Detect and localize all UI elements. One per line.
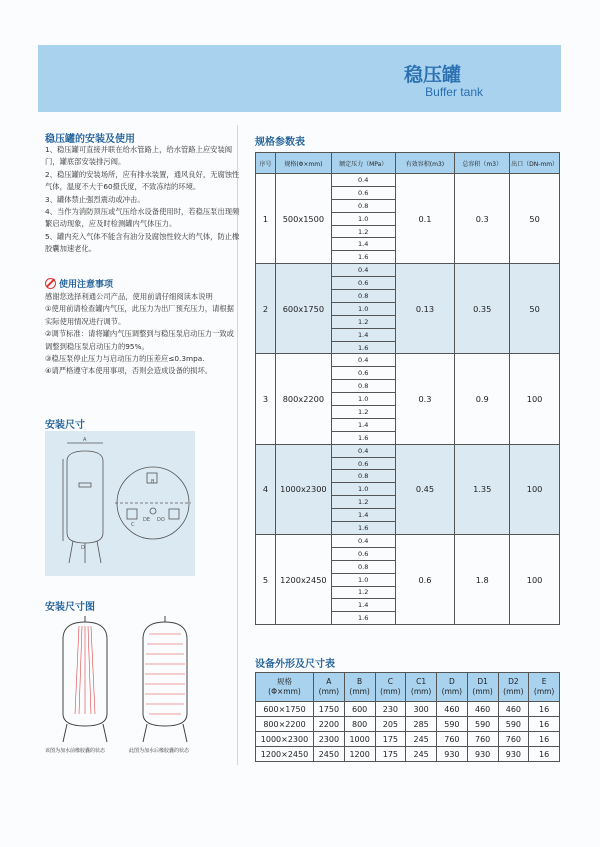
spec-pressure: 0.6 (331, 457, 395, 470)
dims-header-line: B (357, 677, 363, 686)
dims-cell: 175 (375, 747, 406, 762)
install-item: 2、稳压罐的安装场所，应有排水装置，通风良好，无腐蚀性气体，温度不大于60摄氏度，不致冻结的环境。 (45, 169, 240, 192)
spec-size: 1200x2450 (275, 534, 331, 624)
spec-size: 500x1500 (275, 174, 331, 264)
diagram-letter: DE (143, 517, 151, 523)
spec-pressure: 1.2 (331, 586, 395, 599)
spec-header-cell: 额定压力（MPa） (331, 153, 395, 174)
install-section-title: 稳压罐的安装及使用 (45, 134, 135, 145)
spec-no: 4 (256, 444, 276, 534)
spec-pressure: 1.4 (331, 599, 395, 612)
install-item: 5、罐内充入气体不能含有油分及腐蚀性较大的气体，防止橡胶囊加速老化。 (45, 231, 240, 254)
spec-outlet: 50 (510, 174, 560, 264)
dims-cell: 16 (529, 717, 560, 732)
dims-cell: 16 (529, 732, 560, 747)
install-item: 3、罐体禁止强烈震动或冲击。 (45, 194, 145, 204)
dims-cell: 930 (467, 747, 498, 762)
spec-header-cell: 规格(Φ×mm) (275, 153, 331, 174)
spec-pressure: 1.4 (331, 238, 395, 251)
dims-row (256, 702, 560, 717)
dims-header-line: E (541, 677, 547, 686)
spec-row (256, 444, 560, 457)
dims-cell: 16 (529, 747, 560, 762)
dims-cell: 590 (467, 717, 498, 732)
notice-section-title (45, 277, 113, 290)
spec-pressure: 1.0 (331, 393, 395, 406)
diagram-letter: D (81, 545, 85, 551)
spec-outlet: 100 (510, 354, 560, 444)
spec-no: 5 (256, 534, 276, 624)
spec-outlet: 50 (510, 264, 560, 354)
spec-no: 3 (256, 354, 276, 444)
dims-header-cell (498, 673, 529, 702)
spec-table (255, 152, 560, 625)
header-banner (38, 45, 561, 112)
dims-header-unit: (mm) (472, 687, 493, 696)
spec-pressure: 1.4 (331, 328, 395, 341)
spec-no: 2 (256, 264, 276, 354)
spec-table-title: 规格参数表 (255, 137, 305, 148)
spec-pressure: 1.6 (331, 431, 395, 444)
dims-header-unit: (mm) (533, 687, 555, 696)
install-item: 4、当作为消防顶压或气压给水设备使用时，若稳压泵出现频繁启动现象，应及时检测罐内气体压力。 (45, 207, 240, 229)
spec-pressure: 1.6 (331, 341, 395, 354)
spec-header-cell: 序号 (256, 153, 276, 174)
spec-total-volume: 0.9 (455, 354, 510, 444)
dims-cell: 760 (467, 732, 498, 747)
spec-total-volume: 1.8 (455, 534, 510, 624)
spec-row (256, 354, 560, 367)
spec-pressure: 0.6 (331, 277, 395, 290)
spec-total-volume: 0.35 (455, 264, 510, 354)
spec-header-cell: 总容积（m3） (455, 153, 510, 174)
diagram-letter: C (131, 522, 135, 528)
dims-header-cell (437, 673, 468, 702)
spec-pressure: 0.4 (331, 534, 395, 547)
spec-effective-volume: 0.45 (395, 444, 455, 534)
dims-cell: 175 (375, 732, 406, 747)
drawing-caption-left: 该图为加水前橡胶囊的状态 (45, 748, 106, 754)
spec-pressure: 0.6 (331, 186, 395, 199)
spec-pressure: 1.0 (331, 573, 395, 586)
spec-pressure: 1.0 (331, 483, 395, 496)
dims-row (256, 747, 560, 762)
prohibited-icon (45, 278, 56, 289)
spec-pressure: 0.8 (331, 560, 395, 573)
dims-row (256, 732, 560, 747)
dims-header-unit: (mm) (410, 687, 432, 696)
dims-header-cell (467, 673, 498, 702)
spec-row (256, 264, 560, 277)
dims-header-cell (344, 673, 375, 702)
bladder-state-drawing (45, 614, 205, 754)
dims-cell: 230 (375, 702, 406, 717)
dims-cell: 2200 (314, 717, 345, 732)
page-title: 稳压罐 (403, 64, 461, 86)
dims-header-unit: (mm) (503, 687, 524, 696)
notice-item: ②调节标准：请将罐内气压调整到与稳压泵启动压力一致或调整到稳压泵启动压力的95%。 (45, 329, 234, 351)
dims-table (255, 672, 560, 762)
spec-pressure: 0.4 (331, 174, 395, 187)
dims-header-unit: (mm) (380, 687, 401, 696)
spec-header-cell: 出口（DN-mm） (510, 153, 560, 174)
drawing-caption-right: 此图为加水后橡胶囊的状态 (129, 748, 190, 754)
spec-effective-volume: 0.3 (395, 354, 455, 444)
spec-pressure: 1.4 (331, 509, 395, 522)
dims-header-line: 规格 (277, 677, 292, 686)
dims-row (256, 717, 560, 732)
dims-cell: 800×2200 (256, 717, 314, 732)
dims-cell: 1000×2300 (256, 732, 314, 747)
spec-pressure: 0.4 (331, 444, 395, 457)
notice-list (45, 291, 240, 378)
dims-cell: 2300 (314, 732, 345, 747)
dims-cell: 590 (437, 717, 468, 732)
install-item: 1、稳压罐可直接并联在给水管路上，给水管路上应安装阀门，罐底部安装排污阀。 (45, 145, 233, 167)
spec-pressure: 0.6 (331, 367, 395, 380)
spec-row (256, 174, 560, 187)
dims-header-line: D (448, 677, 455, 686)
dims-cell: 460 (467, 702, 498, 717)
dims-header-line: C1 (416, 677, 427, 686)
dims-header-cell (406, 673, 437, 702)
dims-cell: 800 (344, 717, 375, 732)
dims-cell: 600×1750 (256, 702, 314, 717)
dims-cell: 2450 (314, 747, 345, 762)
spec-pressure: 0.8 (331, 290, 395, 303)
dims-cell: 930 (498, 747, 529, 762)
spec-header-cell: 有效容积(m3) (395, 153, 455, 174)
spec-pressure: 1.2 (331, 406, 395, 419)
spec-no: 1 (256, 174, 276, 264)
dims-cell: 245 (406, 747, 437, 762)
dimension-section-title: 安装尺寸 (45, 420, 85, 431)
dims-cell: 460 (498, 702, 529, 717)
spec-effective-volume: 0.6 (395, 534, 455, 624)
diagram-letter: DO (157, 517, 165, 523)
notice-item: ①使用前请检查罐内气压，此压力为出厂预充压力，请根据实际使用情况进行调节。 (45, 304, 234, 326)
spec-outlet: 100 (510, 534, 560, 624)
dims-cell: 245 (406, 732, 437, 747)
installation-dimension-diagram (45, 431, 195, 576)
spec-pressure: 1.0 (331, 212, 395, 225)
dims-cell: 1750 (314, 702, 345, 717)
spec-pressure: 0.8 (331, 470, 395, 483)
dims-cell: 760 (498, 732, 529, 747)
dims-header-unit: (mm) (441, 687, 463, 696)
dims-header-line: C (387, 677, 393, 686)
drawing-section-title: 安装尺寸图 (45, 602, 95, 613)
spec-pressure: 1.6 (331, 251, 395, 264)
install-list (45, 144, 240, 256)
spec-row (256, 534, 560, 547)
dims-header-cell (529, 673, 560, 702)
dims-header-line: A (326, 677, 332, 686)
spec-pressure: 0.8 (331, 199, 395, 212)
dims-header-unit: (Φ×mm) (268, 687, 301, 696)
spec-effective-volume: 0.13 (395, 264, 455, 354)
spec-header-row (256, 153, 560, 174)
notice-item: ④请严格遵守本使用事项，否则会造成设备的损坏。 (45, 366, 213, 376)
notice-title-text: 使用注意事项 (59, 280, 114, 290)
spec-pressure: 1.2 (331, 225, 395, 238)
dims-table-title: 设备外形及尺寸表 (255, 659, 335, 670)
notice-item: 感谢您选择利通公司产品，使用前请仔细阅读本说明 (45, 292, 213, 301)
dims-cell: 590 (498, 717, 529, 732)
spec-pressure: 1.4 (331, 418, 395, 431)
dims-header-unit: (mm) (318, 687, 340, 696)
spec-pressure: 0.8 (331, 380, 395, 393)
dims-cell: 205 (375, 717, 406, 732)
spec-pressure: 1.6 (331, 522, 395, 535)
dims-header-cell (314, 673, 345, 702)
spec-outlet: 100 (510, 444, 560, 534)
dims-header-cell (256, 673, 314, 702)
dims-header-line: D2 (508, 677, 519, 686)
dims-cell: 1000 (344, 732, 375, 747)
dims-cell: 600 (344, 702, 375, 717)
spec-effective-volume: 0.1 (395, 174, 455, 264)
spec-pressure: 1.0 (331, 302, 395, 315)
spec-size: 1000x2300 (275, 444, 331, 534)
spec-total-volume: 0.3 (455, 174, 510, 264)
dims-header-line: D1 (477, 677, 488, 686)
diagram-letter: B (151, 479, 155, 485)
spec-pressure: 0.4 (331, 264, 395, 277)
dims-cell: 460 (437, 702, 468, 717)
dims-cell: 300 (406, 702, 437, 717)
dims-cell: 16 (529, 702, 560, 717)
page-subtitle: Buffer tank (425, 85, 483, 99)
spec-pressure: 0.6 (331, 547, 395, 560)
spec-size: 800x2200 (275, 354, 331, 444)
spec-size: 600x1750 (275, 264, 331, 354)
dims-header-unit: (mm) (349, 687, 370, 696)
notice-item: ③稳压泵停止压力与启动压力的压差应≤0.3mpa. (45, 354, 205, 364)
spec-pressure: 1.2 (331, 496, 395, 509)
spec-pressure: 1.2 (331, 315, 395, 328)
dims-cell: 760 (437, 732, 468, 747)
spec-pressure: 1.6 (331, 612, 395, 625)
dims-cell: 1200×2450 (256, 747, 314, 762)
dims-header-row (256, 673, 560, 702)
spec-total-volume: 1.35 (455, 444, 510, 534)
diagram-letter: A (83, 437, 87, 443)
dims-cell: 930 (437, 747, 468, 762)
spec-pressure: 0.4 (331, 354, 395, 367)
dims-cell: 1200 (344, 747, 375, 762)
dims-cell: 285 (406, 717, 437, 732)
dims-header-cell (375, 673, 406, 702)
